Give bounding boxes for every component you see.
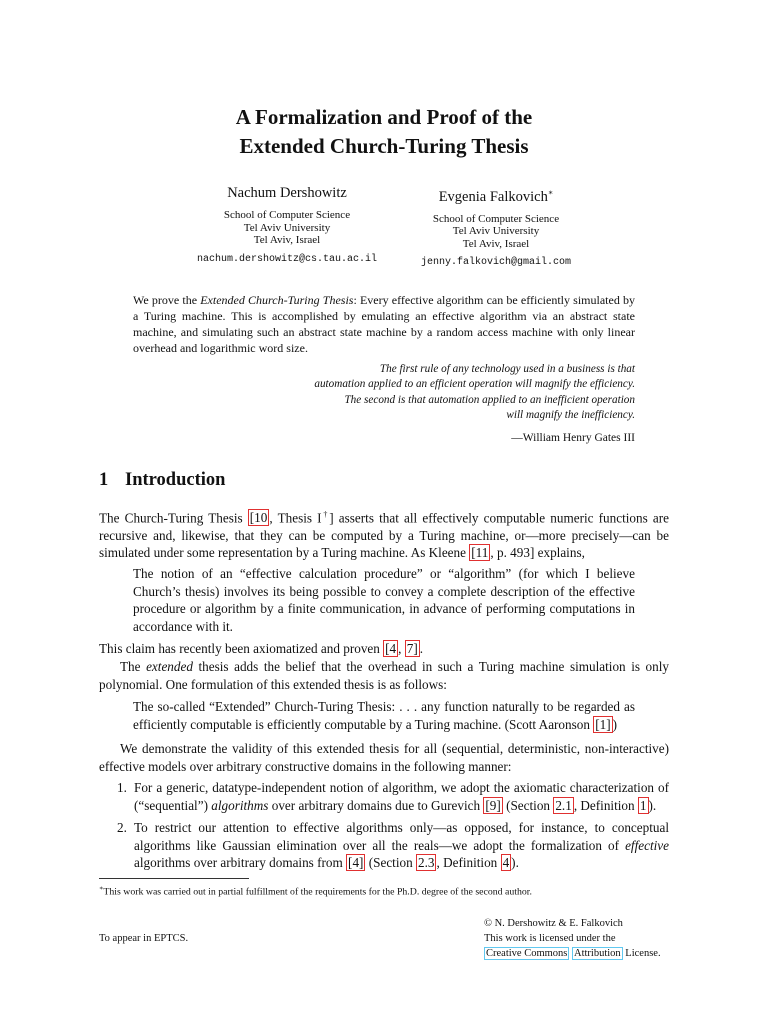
epigraph-line: The second is that automation applied to an inefficient operation	[344, 393, 635, 406]
epigraph-attribution: —William Henry Gates III	[511, 432, 635, 444]
attribution-link[interactable]: Attribution	[574, 948, 621, 959]
abstract: We prove the Extended Church-Turing Thesis: Every effective algorithm can be efficiently simulated by a Turing machine. This is accomplished by emulating an effective algorithm via an abstract state machine, and simulating such an abstract state machine by a random access machine with only linear overhead and logarithmic word size.	[133, 293, 636, 355]
definition-link[interactable]: 4	[502, 855, 510, 870]
author-name: Evgenia Falkovich∗	[438, 188, 554, 205]
section-link[interactable]: 2.3	[417, 855, 435, 870]
license-line: This work is licensed under the	[484, 933, 616, 944]
emphasis: algorithms	[211, 797, 269, 813]
section-heading	[99, 470, 225, 491]
title-line-2: Extended Church-Turing Thesis	[239, 134, 529, 158]
section-title: Introduction	[125, 470, 226, 490]
contribution-list	[99, 779, 669, 872]
list-number: 1.	[117, 780, 127, 795]
author-affiliation: Tel Aviv University	[452, 225, 540, 238]
footnote-rule	[99, 878, 249, 879]
epigraph-line: automation applied to an efficient operation will magnify the efficiency.	[314, 378, 635, 391]
license-block	[484, 916, 661, 961]
list-item: 2. To restrict our attention to effective algorithms only—as opposed, for instance, to conceptual algorithms like Gaussian elimination over all the reals—we adopt the formalization of effective algorithms over arbitrary domains from [4] (Section 2.3 , Definition 4 ).	[117, 820, 669, 870]
citation-link[interactable]: [1]	[595, 716, 611, 732]
section-number: 1	[99, 470, 109, 490]
footnote-mark: †	[321, 510, 330, 519]
citation-link[interactable]: [4]	[348, 855, 364, 870]
author-affiliation: Tel Aviv, Israel	[462, 237, 530, 250]
block-quote-kleene: The notion of an “effective calculation procedure” or “algorithm” (for which I believe Church’s thesis) involves its being possible to convey a complete description of the effective procedure or algorithm by a finite communication, in advance of performing computations in accordance with it.	[133, 566, 635, 634]
citation-link[interactable]: [11	[471, 545, 489, 561]
paragraph-extended: The extended thesis adds the belief that the overhead in such a Turing machine simulation is only polynomial. One formulation of this extended thesis is as follows:	[99, 659, 669, 692]
epigraph	[240, 362, 635, 423]
epigraph-line: The first rule of any technology used in a business is that	[379, 363, 635, 375]
footnote: ∗This work was carried out in partial fulfillment of the requirements for the Ph.D. degree of the second author.	[99, 885, 532, 898]
epigraph-line: will magnify the inefficiency.	[506, 408, 635, 421]
block-quote-aaronson: The so-called “Extended” Church-Turing Thesis: . . . any function naturally to be regarded as efficiently computable is efficiently computable by a Turing machine. (Scott Aaronson [1] )	[133, 699, 635, 732]
author-name: Nachum Dershowitz	[227, 185, 347, 201]
citation-link[interactable]: [4	[385, 641, 397, 656]
paragraph-demonstrate: We demonstrate the validity of this extended thesis for all (sequential, deterministic, non-interactive) effective models over arbitrary constructive domains in the following manner:	[99, 741, 669, 774]
author-affiliation: School of Computer Science	[432, 212, 560, 225]
author-block-2	[381, 184, 611, 270]
list-number: 2.	[117, 820, 127, 835]
footnote-mark: ∗	[99, 885, 104, 892]
paragraph-intro: The Church-Turing Thesis [10 , Thesis I†] asserts that all effectively computable numeric functions are recursive and, likewise, that they can be computed by a Turing machine, or—more precisely—can be simulated under some representation by a Turing machine. As Kleene [11 , p. 493] explains,	[99, 510, 669, 561]
author-affiliation: School of Computer Science	[223, 209, 351, 221]
citation-link[interactable]: [9]	[485, 797, 501, 813]
author-affiliation: Tel Aviv University	[243, 221, 331, 234]
emphasis: effective	[625, 837, 669, 853]
author-email[interactable]: jenny.falkovich@gmail.com	[420, 257, 572, 269]
citation-link[interactable]: [10	[249, 510, 268, 526]
author-email[interactable]: nachum.dershowitz@cs.tau.ac.il	[196, 253, 378, 265]
creative-commons-link[interactable]: Creative Commons	[486, 948, 568, 959]
list-item: 1. For a generic, datatype-independent notion of algorithm, we adopt the axiomatic characterization of (“sequential”) algorithms over arbitrary domains due to Gurevich [9] (Section 2.1 , Definition 1 ).	[117, 780, 669, 813]
license-link-line: Creative Commons Attribution License.	[486, 948, 661, 959]
footnote-mark: ∗	[547, 188, 554, 197]
citation-link[interactable]: 7]	[406, 641, 418, 656]
author-affiliation: Tel Aviv, Israel	[253, 234, 321, 246]
venue-note: To appear in EPTCS.	[99, 933, 189, 944]
paragraph-claim: This claim has recently been axiomatized and proven [4 , 7] .	[99, 641, 424, 656]
paper-title	[0, 103, 768, 161]
abstract-emphasis: Extended Church-Turing Thesis	[200, 293, 354, 307]
section-link[interactable]: 2.1	[555, 797, 572, 813]
author-block-1	[172, 184, 402, 267]
definition-link[interactable]: 1	[639, 797, 647, 813]
copyright-line: © N. Dershowitz & E. Falkovich	[484, 918, 623, 929]
emphasis: extended	[146, 659, 193, 674]
title-line-1: A Formalization and Proof of the	[235, 105, 533, 129]
